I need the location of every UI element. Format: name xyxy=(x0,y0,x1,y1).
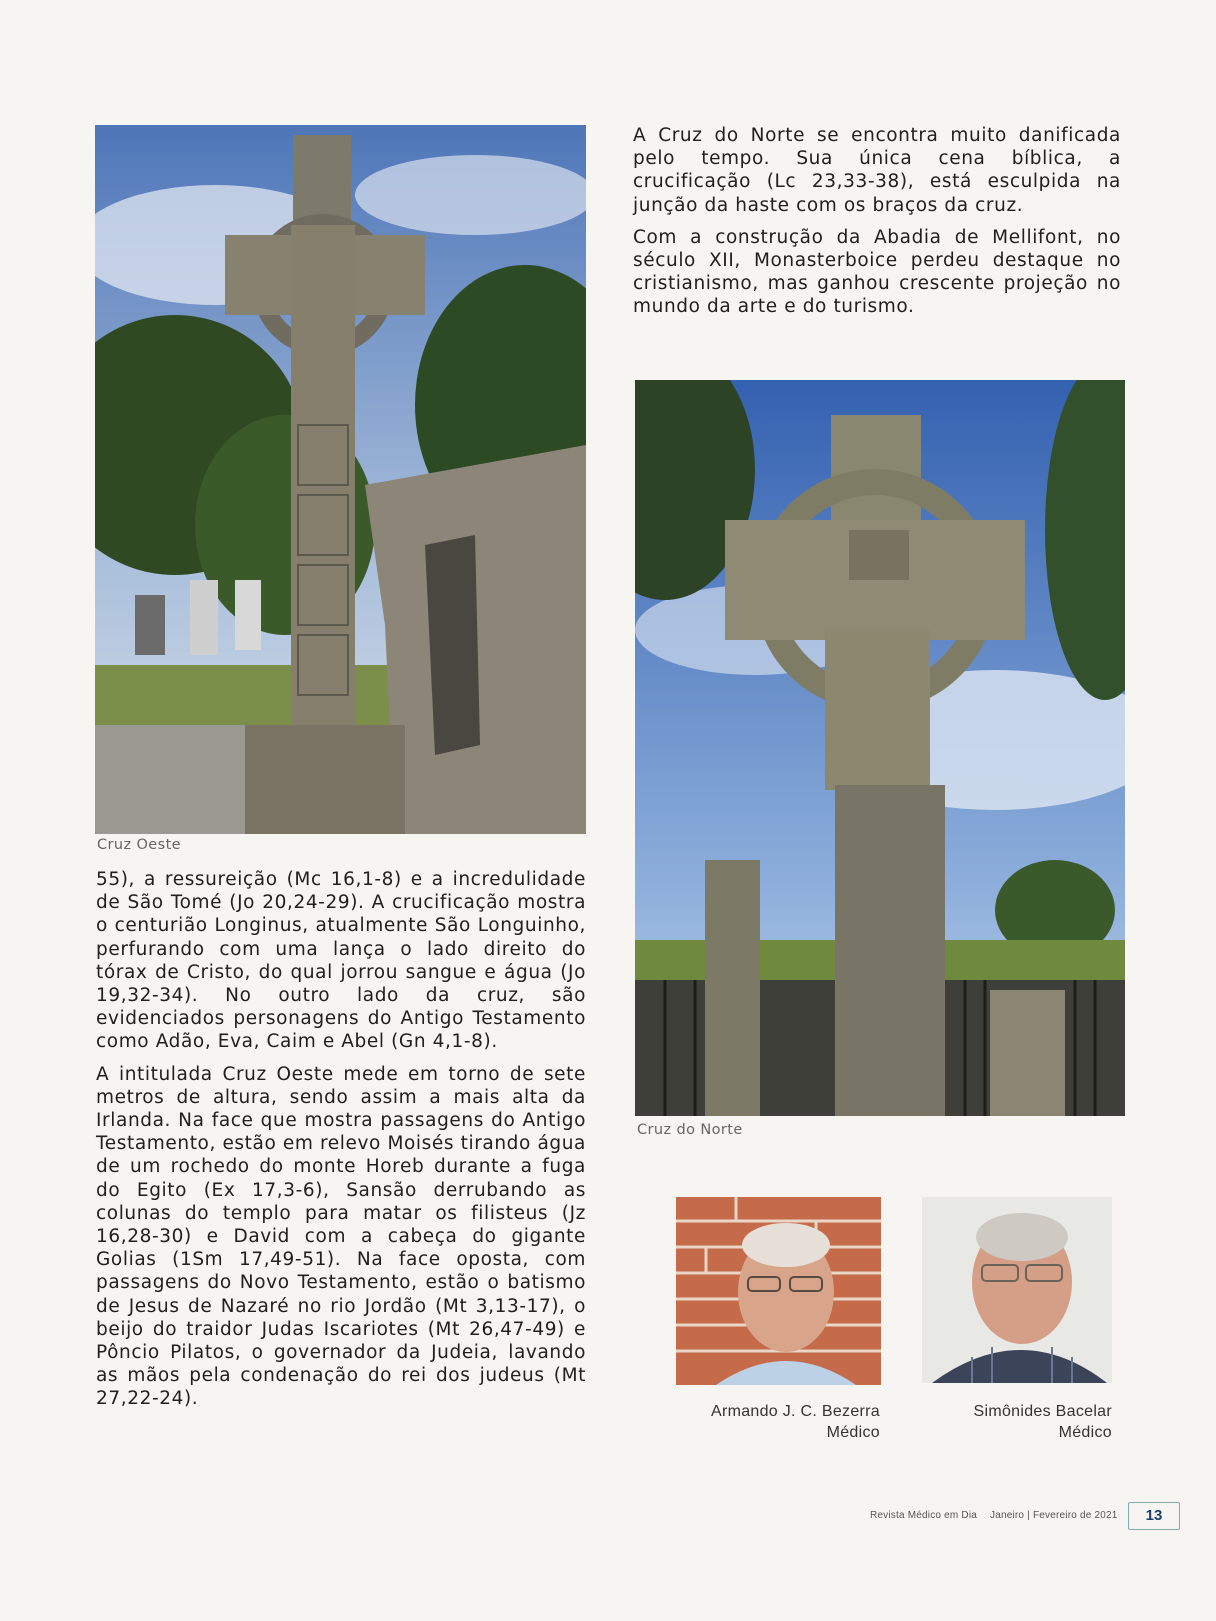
paragraph: A intitulada Cruz Oeste mede em torno de sete metros de altura, sendo assim a mais alta da Irlanda. Na face que mostra passagens do Antigo Testamento, estão em relevo Moisés tirando água de um rochedo do monte Horeb durante a fuga do Egito (Ex 17,3-6), Sansão derrubando as colunas do templo para matar os filisteus (Jz 16,28-30) e David com a cabeça do gigante Golias (1Sm 17,49-51). Na face oposta, com passagens do Novo Testamento, estão o batismo de Jesus de Nazaré no rio Jordão (Mt 3,13-17), o beijo do traidor Judas Iscariotes (Mt 26,47-49) e Pôncio Pilatos, o governador da Judeia, lavando as mãos pela condenação do rei dos judeus (Mt 27,22-24). xyxy=(96,1063,586,1410)
footer-magazine: Revista Médico em Dia xyxy=(870,1510,978,1521)
west-cross-photo xyxy=(95,125,586,834)
right-column-text xyxy=(633,124,1121,328)
paragraph: Com a construção da Abadia de Mellifont, no século XII, Monasterboice perdeu destaque no cristianismo, mas ganhou crescente projeção no mundo da arte e do turismo. xyxy=(633,226,1121,318)
north-cross-photo xyxy=(635,380,1125,1116)
author-role: Médico xyxy=(826,1424,880,1441)
west-cross-caption: Cruz Oeste xyxy=(97,837,181,853)
north-cross-caption: Cruz do Norte xyxy=(637,1122,743,1138)
author-name: Armando J. C. Bezerra xyxy=(710,1403,880,1420)
paragraph: 55), a ressureição (Mc 16,1-8) e a incredulidade de São Tomé (Jo 20,24-29). A crucificação mostra o centurião Longinus, atualmente São Longuinho, perfurando com uma lança o lado direito do tórax de Cristo, do qual jorrou sangue e água (Jo 19,32-34). No outro lado da cruz, são evidenciados personagens do Antigo Testamento como Adão, Eva, Caim e Abel (Gn 4,1-8). xyxy=(96,869,586,1053)
author-simonides xyxy=(900,1401,1112,1443)
author-role: Médico xyxy=(1058,1424,1112,1441)
author-name: Simônides Bacelar xyxy=(973,1403,1112,1420)
author-photo-armando xyxy=(676,1197,881,1385)
paragraph: A Cruz do Norte se encontra muito danificada pelo tempo. Sua única cena bíblica, a crucificação (Lc 23,33-38), está esculpida na junção da haste com os braços da cruz. xyxy=(633,125,1121,216)
footer-issue: Janeiro | Fevereiro de 2021 xyxy=(990,1510,1118,1521)
author-armando xyxy=(660,1401,880,1443)
page-number: 13 xyxy=(1128,1502,1180,1530)
left-column-text xyxy=(96,868,586,1420)
author-photo-simonides xyxy=(922,1197,1112,1383)
